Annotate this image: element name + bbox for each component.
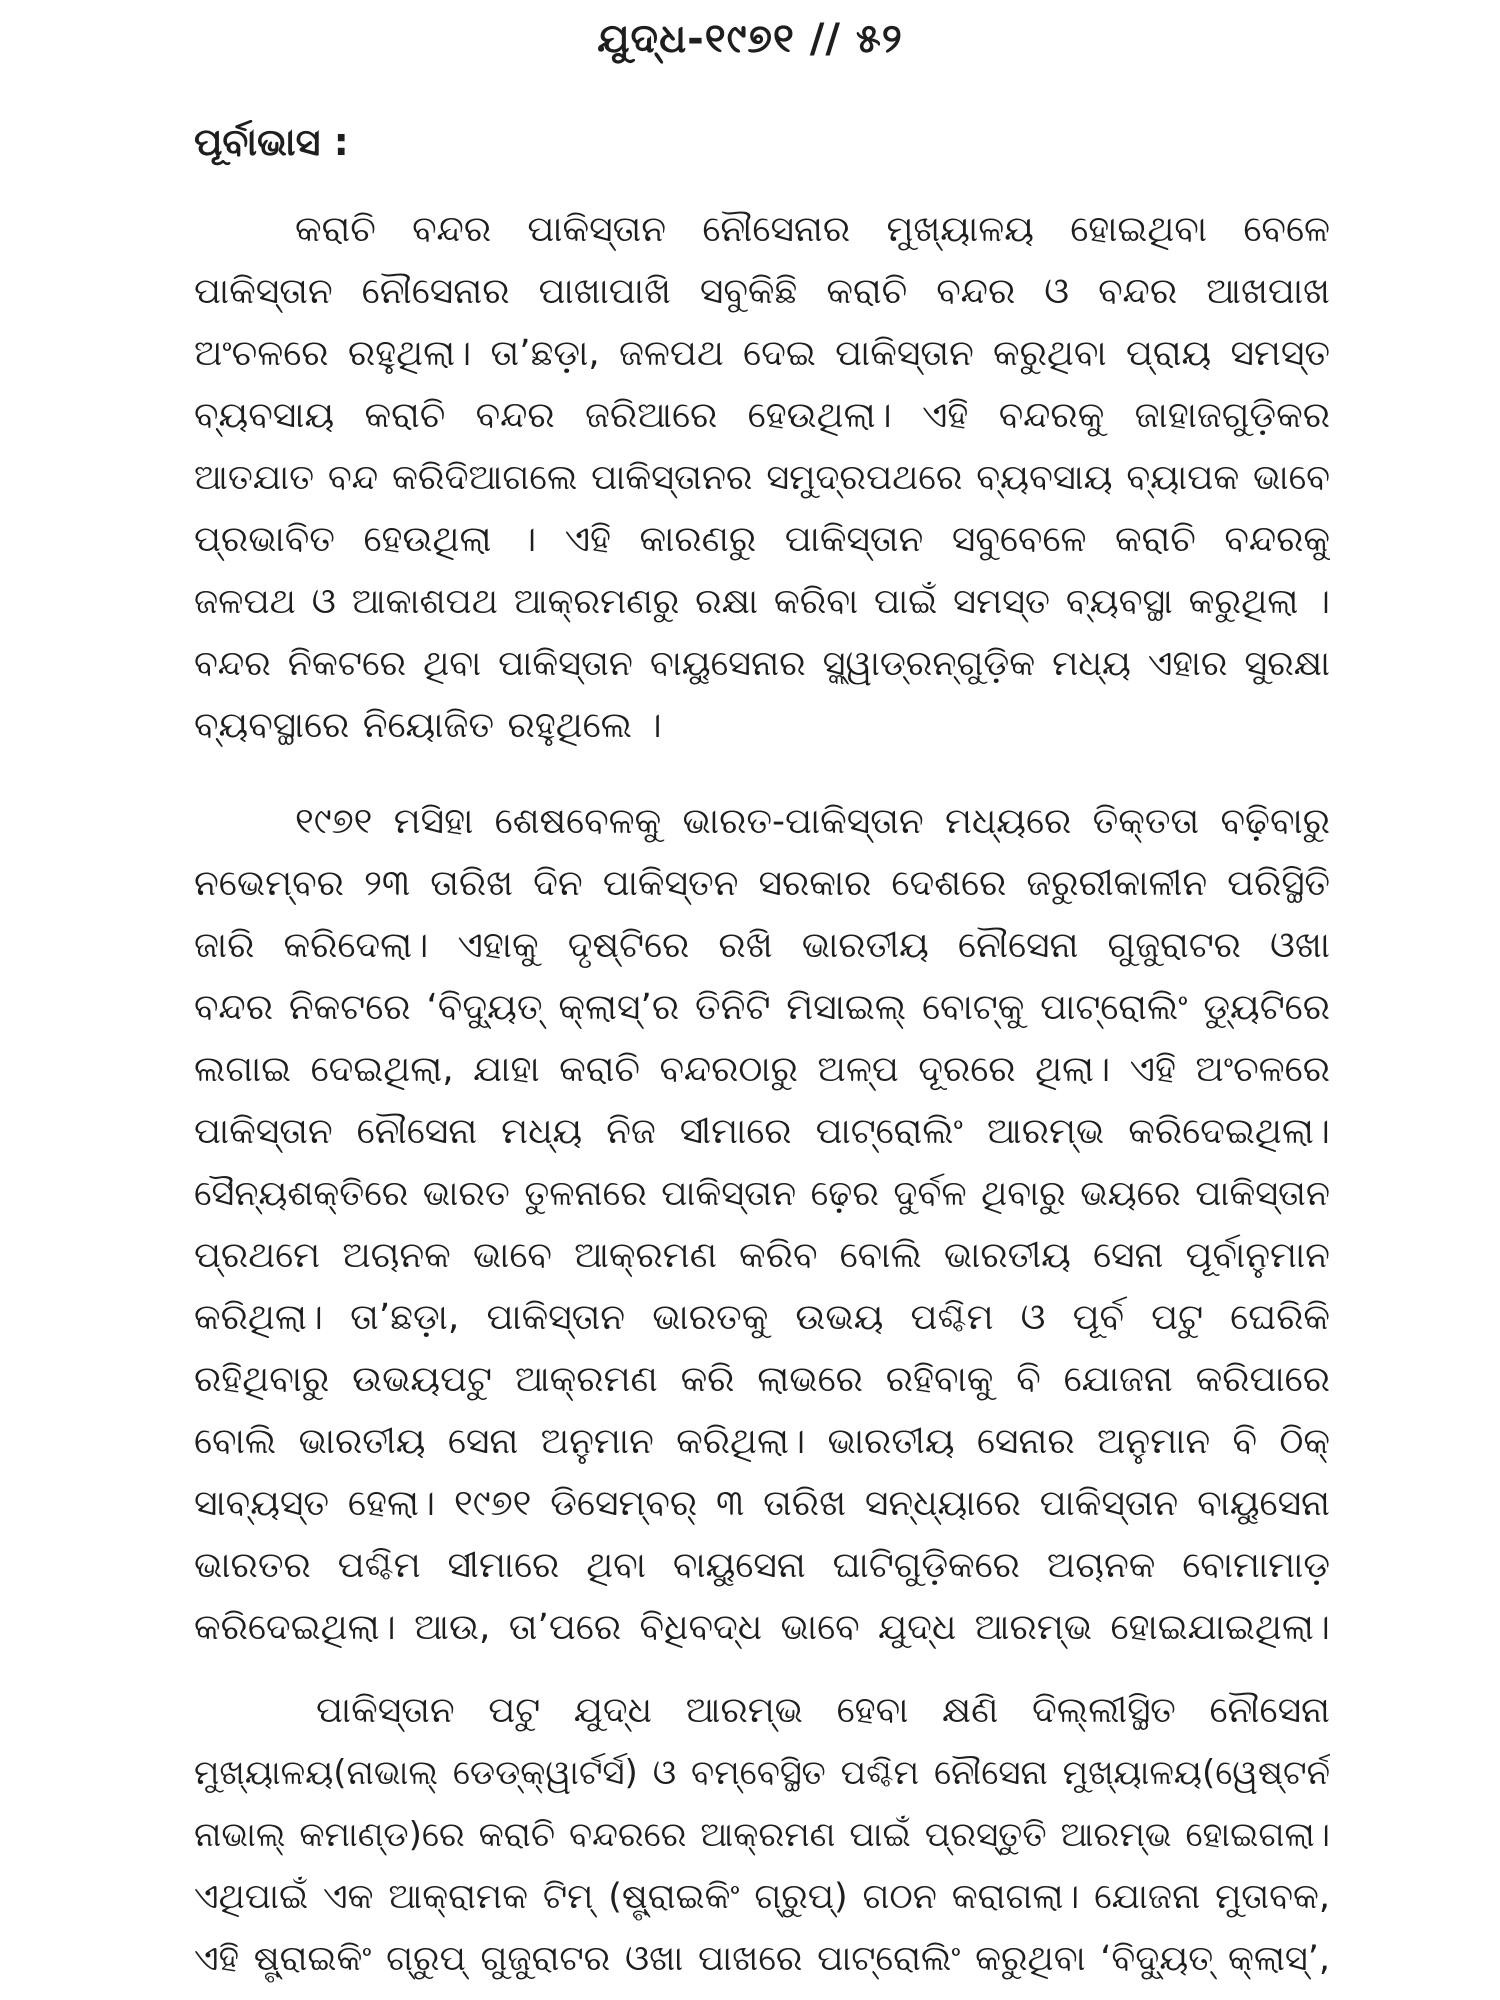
text-line: ବନ୍ଦର ନିକଟରେ ‘ବିଦ୍ୟୁତ୍ କ୍ଲାସ୍’ର ତିନିଟି ମିସାଇଲ୍ ବୋଟ୍‌କୁ ପାଟ୍ରୋଲିଂ ଡ୍ୟୁଟିରେ	[194, 987, 1330, 1028]
paragraph-3	[194, 1680, 1330, 1990]
text-line: ୧୯୭୧ ମସିହା ଶେଷବେଳକୁ ଭାରତ-ପାକିସ୍ତାନ ମଧ୍ୟରେ ତିକ୍ତତା ବଢ଼ିବାରୁ	[295, 801, 1330, 842]
paragraph-2	[194, 791, 1330, 1659]
text-line: ଏହି ଷ୍ଟ୍ରାଇକିଂ ଗ୍ରୁପ୍ ଗୁଜୁରାଟର ଓଖା ପାଖରେ ପାଟ୍ରୋଲିଂ କରୁଥିବା ‘ବିଦ୍ୟୁତ୍ କ୍ଲାସ୍’,	[194, 1939, 1330, 1979]
text-line: ସାବ୍ୟସ୍ତ ହେଲା। ୧୯୭୧ ଡିସେମ୍ବର୍ ୩ ତାରିଖ ସନ୍ଧ୍ୟାରେ ପାକିସ୍ତାନ ବାୟୁସେନା	[194, 1483, 1330, 1524]
text-line: ଭାରତର ପଶ୍ଚିମ ସୀମାରେ ଥିବା ବାୟୁସେନା ଘାଟିଗୁଡ଼ିକରେ ଅଚାନକ ବୋମାମାଡ଼	[194, 1545, 1330, 1586]
text-line: ଲଗାଇ ଦେଇଥିଲା, ଯାହା କରାଚି ବନ୍ଦରଠାରୁ ଅଳ୍ପ ଦୂରରେ ଥିଲା। ଏହି ଅଂଚଳରେ	[194, 1049, 1330, 1090]
text-line: ଅଂଚଳରେ ରହୁଥିଲା। ତା’ଛଡ଼ା, ଜଳପଥ ଦେଇ ପାକିସ୍ତାନ କରୁଥିବା ପ୍ରାୟ ସମସ୍ତ	[194, 333, 1330, 374]
text-line: ପାକିସ୍ତାନ ନୌସେନା ମଧ୍ୟ ନିଜ ସୀମାରେ ପାଟ୍ରୋଲିଂ ଆରମ୍ଭ କରିଦେଇଥିଲା।	[194, 1111, 1330, 1152]
text-line: କରାଚି ବନ୍ଦର ପାକିସ୍ତାନ ନୌସେନାର ମୁଖ୍ୟାଳୟ ହୋଇଥିବା ବେଳେ	[295, 209, 1330, 250]
text-line: ପ୍ରଭାବିତ ହେଉଥିଲା । ଏହି କାରଣରୁ ପାକିସ୍ତାନ ସବୁବେଳେ କରାଚି ବନ୍ଦରକୁ	[194, 519, 1330, 560]
text-line: ନାଭାଲ୍ କମାଣ୍ଡ)ରେ କରାଚି ବନ୍ଦରରେ ଆକ୍ରମଣ ପାଇଁ ପ୍ରସ୍ତୁତି ଆରମ୍ଭ ହୋଇଗଲା।	[194, 1815, 1330, 1855]
text-line: ଜଳପଥ ଓ ଆକାଶପଥ ଆକ୍ରମଣରୁ ରକ୍ଷା କରିବା ପାଇଁ ସମସ୍ତ ବ୍ୟବସ୍ଥା କରୁଥିଲା ।	[194, 582, 1330, 622]
text-line: କରିଦେଇଥିଲା। ଆଉ, ତା’ପରେ ବିଧିବଦ୍ଧ ଭାବେ ଯୁଦ୍ଧ ଆରମ୍ଭ ହୋଇଯାଇଥିଲା।	[194, 1607, 1330, 1648]
text-line: ପାକିସ୍ତାନ ନୌସେନାର ପାଖାପାଖି ସବୁକିଛି କରାଚି ବନ୍ଦର ଓ ବନ୍ଦର ଆଖପାଖ	[194, 271, 1330, 312]
text-line: ଆତଯାତ ବନ୍ଦ କରିଦିଆଗଲେ ପାକିସ୍ତାନର ସମୁଦ୍ରପଥରେ ବ୍ୟବସାୟ ବ୍ୟାପକ ଭାବେ	[194, 458, 1330, 498]
text-line: କରିଥିଲା। ତା’ଛଡ଼ା, ପାକିସ୍ତାନ ଭାରତକୁ ଉଭୟ ପଶ୍ଚିମ ଓ ପୂର୍ବ ପଟୁ ଘେରିକି	[194, 1297, 1330, 1338]
text-line: ନଭେମ୍ବର ୨୩ ତାରିଖ ଦିନ ପାକିସ୍ତନ ସରକାର ଦେଶରେ ଜରୁରୀକାଳୀନ ପରିସ୍ଥିତି	[194, 863, 1330, 904]
section-heading: ପୂର୍ବାଭାସ :	[194, 120, 349, 164]
text-line: ରହିଥିବାରୁ ଉଭୟପଟୁ ଆକ୍ରମଣ କରି ଲାଭରେ ରହିବାକୁ ବି ଯୋଜନା କରିପାରେ	[194, 1359, 1330, 1400]
text-line: ପ୍ରଥମେ ଅଚାନକ ଭାବେ ଆକ୍ରମଣ କରିବ ବୋଲି ଭାରତୀୟ ସେନା ପୂର୍ବାନୁମାନ	[194, 1235, 1330, 1276]
text-line: ବନ୍ଦର ନିକଟରେ ଥିବା ପାକିସ୍ତାନ ବାୟୁସେନାର ସ୍କ୍ୱାଡ୍ରନ୍‌ଗୁଡ଼ିକ ମଧ୍ୟ ଏହାର ସୁରକ୍ଷା	[194, 644, 1330, 684]
text-line: ବ୍ୟବସାୟ କରାଚି ବନ୍ଦର ଜରିଆରେ ହେଉଥିଲା। ଏହି ବନ୍ଦରକୁ ଜାହାଜଗୁଡ଼ିକର	[194, 395, 1330, 436]
text-line: ମୁଖ୍ୟାଳୟ(ନାଭାଲ୍ ଡେଡ୍‌କ୍ୱାର୍ଟର୍ସ) ଓ ବମ୍ବେସ୍ଥିତ ପଶ୍ଚିମ ନୌସେନା ମୁଖ୍ୟାଳୟ(ୱେଷ୍ଟର୍ନ	[194, 1753, 1330, 1793]
text-line: ବୋଲି ଭାରତୀୟ ସେନା ଅନୁମାନ କରିଥିଲା। ଭାରତୀୟ ସେନାର ଅନୁମାନ ବି ଠିକ୍	[194, 1421, 1330, 1462]
text-line: ବ୍ୟବସ୍ଥାରେ ନିୟୋଜିତ ରହୁଥିଲେ ।	[194, 705, 662, 746]
running-header: ଯୁଦ୍ଧ-୧୯୭୧ // ୫୨	[597, 16, 903, 62]
text-line: ଜାରି କରିଦେଲା। ଏହାକୁ ଦୃଷ୍ଟିରେ ରଖି ଭାରତୀୟ ନୌସେନା ଗୁଜୁରାଟର ଓଖା	[194, 925, 1330, 966]
paragraph-1	[194, 199, 1330, 757]
text-line: ଏଥିପାଇଁ ଏକ ଆକ୍ରାମକ ଟିମ୍ (ଷ୍ଟ୍ରାଇକିଂ ଗ୍ରୁପ୍) ଗଠନ କରାଗଲା। ଯୋଜନା ମୁତାବକ,	[194, 1877, 1330, 1917]
text-line: ସୈନ୍ୟଶକ୍ତିରେ ଭାରତ ତୁଳନାରେ ପାକିସ୍ତାନ ଢ଼େର ଦୁର୍ବଳ ଥିବାରୁ ଭୟରେ ପାକିସ୍ତାନ	[194, 1174, 1330, 1214]
text-line: ପାକିସ୍ତାନ ପଟୁ ଯୁଦ୍ଧ ଆରମ୍ଭ ହେବା କ୍ଷଣି ଦିଲ୍ଲୀସ୍ଥିତ ନୌସେନା	[316, 1690, 1330, 1731]
